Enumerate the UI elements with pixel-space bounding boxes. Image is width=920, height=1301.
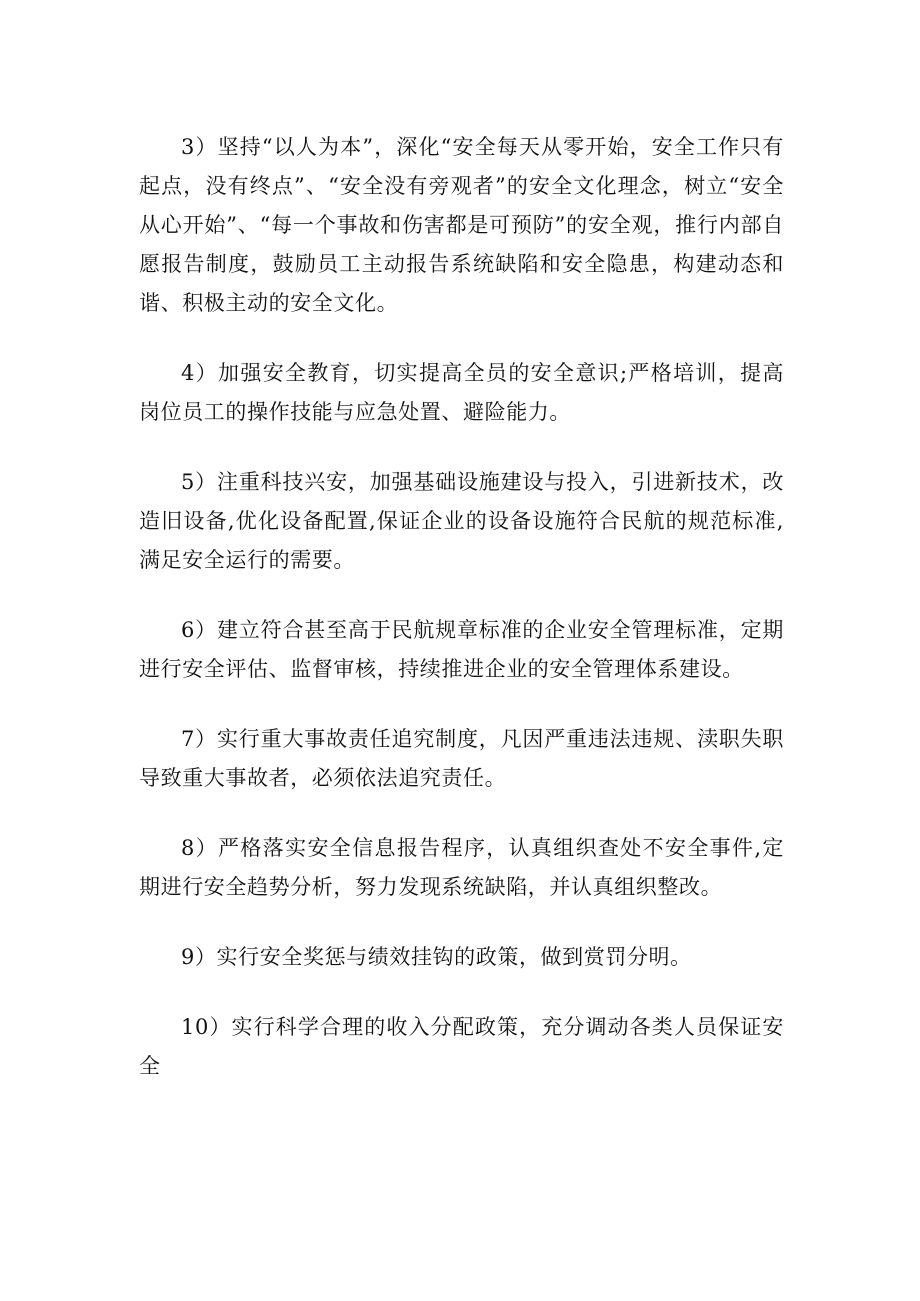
- paragraph-item-8: 8）严格落实安全信息报告程序，认真组织查处不安全事件,定期进行安全趋势分析，努力发现系统缺陷，并认真组织整改。: [139, 836, 784, 899]
- paragraph-item-4: 4）加强安全教育，切实提高全员的安全意识;严格培训，提高岗位员工的操作技能与应急处置、避险能力。: [139, 361, 784, 424]
- document-body: [139, 128, 784, 1086]
- paragraph-item-10: 10）实行科学合理的收入分配政策，充分调动各类人员保证安全: [139, 1015, 784, 1078]
- paragraph-item-7: 7）实行重大事故责任追究制度，凡因严重违法违规、渎职失职导致重大事故者，必须依法追究责任。: [139, 727, 784, 790]
- paragraph-item-6: 6）建立符合甚至高于民航规章标准的企业安全管理标准，定期进行安全评估、监督审核，持续推进企业的安全管理体系建设。: [139, 618, 784, 681]
- paragraph-item-5: 5）注重科技兴安，加强基础设施建设与投入，引进新技术，改造旧设备,优化设备配置,保证企业的设备设施符合民航的规范标准,满足安全运行的需要。: [139, 470, 784, 572]
- paragraph-item-9: 9）实行安全奖惩与绩效挂钩的政策，做到赏罚分明。: [181, 945, 692, 969]
- paragraph-item-3: 3）坚持“以人为本”，深化“安全每天从零开始，安全工作只有起点，没有终点”、“安全没有旁观者”的安全文化理念，树立“安全从心开始”、“每一个事故和伤害都是可预防”的安全观，推行内部自愿报告制度，鼓励员工主动报告系统缺陷和安全隐患，构建动态和谐、积极主动的安全文化。: [139, 135, 784, 315]
